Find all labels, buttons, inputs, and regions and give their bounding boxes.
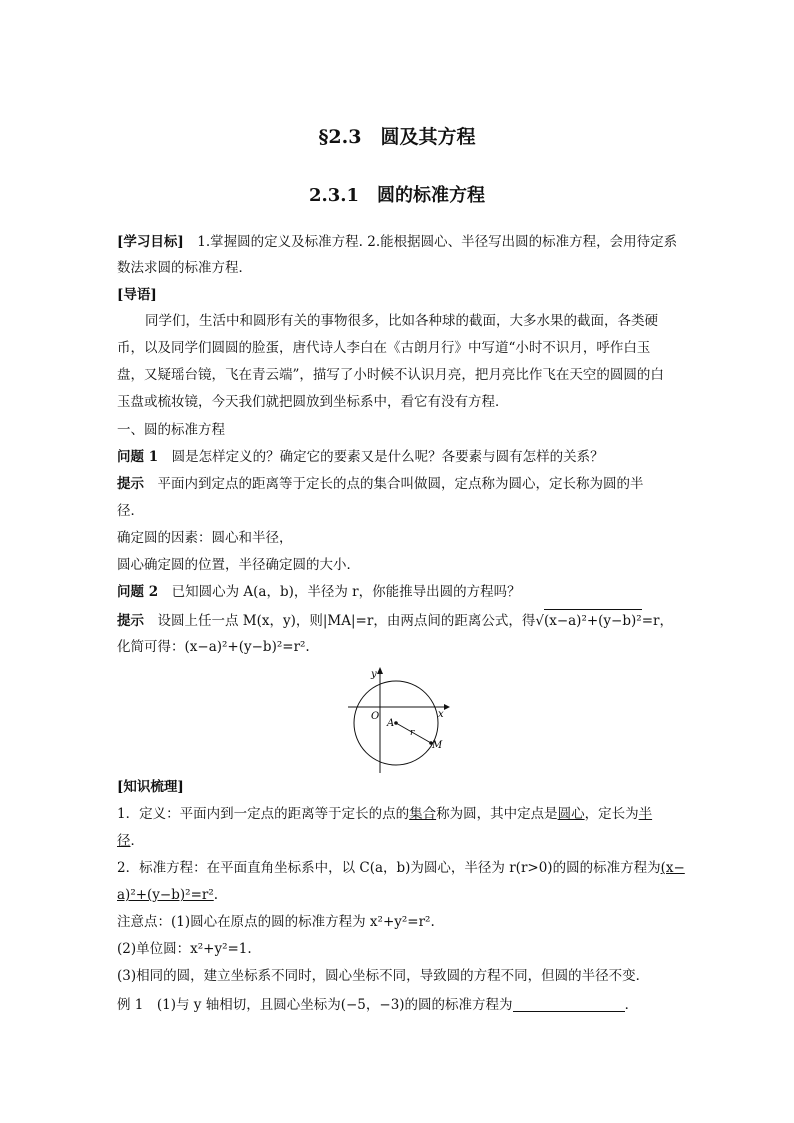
question-2 <box>117 582 679 602</box>
k1-line-1 <box>117 804 679 824</box>
goal-text-2: 数法求圆的标准方程． <box>117 260 252 276</box>
k1-blank-set: 集合 <box>409 806 437 822</box>
hint2-text: 设圆上任一点 M(x，y)，则|MA|=r，由两点间的距离公式，得 <box>144 613 536 629</box>
circle-figure <box>340 665 450 775</box>
k1-line-2 <box>117 831 679 851</box>
factors-line: 确定圆的因素：圆心和半径， <box>117 530 293 546</box>
intro-line-3: 盘，又疑瑶台镜，飞在青云端”，描写了小时候不认识月亮，把月亮比作飞在天空的圆圆的白 <box>117 367 664 383</box>
example-1 <box>117 995 679 1015</box>
sqrt-sign: √ <box>535 613 544 629</box>
section-heading: 一、圆的标准方程 <box>117 422 225 438</box>
k1-blank-center: 圆心 <box>557 806 585 822</box>
hint-label-2: 提示 <box>117 613 144 629</box>
origin-label: O <box>371 711 380 722</box>
note-1: 注意点：(1)圆心在原点的圆的标准方程为 x²+y²=r². <box>117 914 435 930</box>
note-3: (3)相同的圆，建立坐标系不同时，圆心坐标不同，导致圆的方程不同，但圆的半径不变． <box>117 968 650 984</box>
ex1-end: ． <box>624 997 639 1013</box>
q1-text: 圆是怎样定义的？确定它的要素又是什么呢？各要素与圆有怎样的关系？ <box>158 449 604 465</box>
hint-2-line-1 <box>117 609 679 631</box>
k1-e: ，定长为 <box>584 806 639 822</box>
section-title: §2.3 圆及其方程 <box>318 126 476 148</box>
k1-blank-radius-b: 径 <box>117 833 131 849</box>
goal-label: [学习目标] <box>117 234 184 250</box>
sqrt-expression: (x−a)²+(y−b)² <box>544 609 642 631</box>
knowledge-label: [知识梳理] <box>117 779 184 795</box>
k2-blank-b: a)²+(y−b)²=r² <box>117 887 214 903</box>
radius-label: r <box>410 728 415 738</box>
answer-blank[interactable] <box>513 997 625 1012</box>
m-label: M <box>432 740 443 751</box>
k1-a: 1．定义：平面内到一定点的距离等于定长的点的 <box>117 806 410 822</box>
k1-h: ． <box>130 833 144 849</box>
hint-1-line-1 <box>117 474 679 494</box>
q2-text: 已知圆心为 A(a，b)，半径为 r，你能推导出圆的方程吗？ <box>158 584 521 600</box>
hint-2-line-2: 化简可得：(x−a)²+(y−b)²=r². <box>117 639 310 655</box>
factors-line-2: 圆心确定圆的位置，半径确定圆的大小． <box>117 557 360 573</box>
goal-line-1 <box>117 232 679 252</box>
goal-text-1: 1.掌握圆的定义及标准方程. 2.能根据圆心、半径写出圆的标准方程，会用待定系 <box>183 234 678 250</box>
k1-blank-radius-a: 半 <box>638 806 653 822</box>
subsection-title: 2.3.1 圆的标准方程 <box>308 185 486 206</box>
k2-blank-a: (x− <box>660 860 685 876</box>
note-2: (2)单位圆：x²+y²=1. <box>117 941 252 957</box>
q1-label: 问题 1 <box>117 449 159 465</box>
x-axis-arrow <box>444 704 450 710</box>
k2-line-2 <box>117 885 679 905</box>
hint-label: 提示 <box>117 476 144 492</box>
q2-label: 问题 2 <box>117 584 159 600</box>
center-label: A <box>387 718 395 729</box>
hint2-tail: =r， <box>641 613 673 629</box>
ex1-label: 例 1 <box>117 997 144 1013</box>
hint-1-line-2: 径． <box>117 503 144 519</box>
intro-label: [导语] <box>117 287 157 303</box>
x-label: x <box>438 709 444 720</box>
y-label: y <box>371 669 377 680</box>
center-point <box>394 721 398 725</box>
question-1 <box>117 447 679 467</box>
k1-c: 称为圆，其中定点是 <box>436 806 558 822</box>
intro-line-1: 同学们，生活中和圆形有关的事物很多，比如各种球的截面，大多水果的截面，各类硬 <box>145 313 658 329</box>
k2-d: . <box>213 887 219 903</box>
y-axis-arrow <box>377 667 383 674</box>
intro-line-2: 币，以及同学们圆圆的脸蛋，唐代诗人李白在《古朗月行》中写道“小时不识月，呼作白玉 <box>117 340 651 356</box>
intro-line-4: 玉盘或梳妆镜，今天我们就把圆放到坐标系中，看它有没有方程． <box>117 394 509 410</box>
ex1-text: (1)与 y 轴相切，且圆心坐标为(−5，−3)的圆的标准方程为 <box>143 997 513 1013</box>
k2-a: 2．标准方程：在平面直角坐标系中，以 C(a，b)为圆心，半径为 r(r>0)的圆的标准方程为 <box>117 860 661 876</box>
hint1-text: 平面内到定点的距离等于定长的点的集合叫做圆，定点称为圆心，定长称为圆的半 <box>144 476 644 492</box>
k2-line-1 <box>117 858 685 878</box>
